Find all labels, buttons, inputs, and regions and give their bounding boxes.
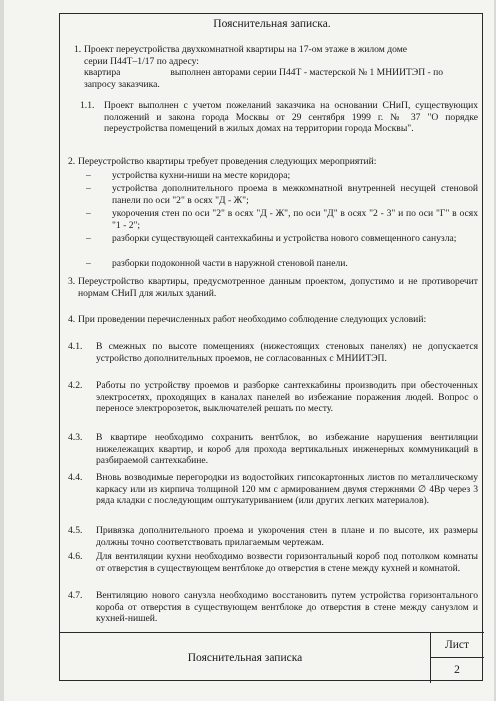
sub-number: 4.3. — [68, 432, 83, 443]
redacted-apartment — [120, 68, 170, 77]
sub-number: 4.6. — [68, 551, 83, 562]
sub-number: 4.7. — [68, 590, 83, 601]
document-body — [60, 14, 484, 632]
sub-number: 4.5. — [68, 525, 83, 536]
redacted-address — [199, 57, 359, 66]
paragraph-4 — [68, 314, 478, 326]
list-item: – разборки подоконной части в наружной стеновой панели. — [86, 258, 348, 269]
sub-4-7: 4.7. Вентиляцию нового санузла необходимо восстановить путем устройства горизонтального короба от отверстия в существующем вентблоке до отверстия в стене между санузлом и кухней-нишей. — [68, 590, 478, 625]
drawing-frame — [59, 13, 483, 681]
list-item: – устройства кухни-ниши на месте коридора; — [86, 170, 291, 181]
paragraph-3 — [68, 276, 478, 299]
paragraph-2 — [68, 156, 478, 168]
sheet-label: Лист — [430, 633, 484, 658]
sub-number: 4.4. — [68, 472, 83, 483]
paragraph-number: 4. — [68, 314, 76, 325]
list-item: – укорочения стен по оси "2" в осях "Д - Ж", по оси "Д" в осях "2 - 3" и по оси "Г" в осях "1 - 2"; — [86, 208, 478, 231]
sheet-number: 2 — [454, 664, 460, 676]
paragraph-1-1 — [80, 100, 478, 135]
paragraph-1-1-text: Проект выполнен с учетом пожеланий заказчика на основании СНиП, существующих положений и закона города Москвы от 29 сентября 1999 г. № 37 "О порядке переустройства помещений в жилых домах на территории города Москвы". — [104, 100, 478, 135]
measures-list — [86, 170, 478, 270]
p1-line-3b: выполнен авторами серии П44Т - мастерской № 1 МНИИТЭП - по — [170, 67, 444, 79]
document-title: Пояснительная записка. — [213, 18, 331, 30]
p1-line-1: Проект переустройства двухкомнатной квартиры на 17-ом этаже в жилом доме — [84, 44, 408, 55]
title-block-name: Пояснительная записка — [60, 633, 431, 683]
p1-line-2: серии П44Т–1/17 по адресу: — [84, 55, 199, 67]
paragraph-3-text: Переустройство квартиры, предусмотренное данным проектом, допустимо и не противоречит нормам СНиП для жилых зданий. — [78, 276, 478, 299]
paragraph-number: 1. — [74, 44, 82, 55]
list-item: – разборки существующей сантехкабины и устройства нового совмещенного санузла; — [86, 233, 457, 244]
p1-line-4: запросу заказчика. — [84, 78, 160, 90]
sub-4-4: 4.4. Вновь возводимые перегородки из водостойких гипсокартонных листов по металлическому каркасу или из кирпича толщиной 120 мм с армированием двумя стержнями ∅ 4Вр через 3 ряда кладки с последующим оштукатуриванием (или других легких материалов). — [68, 472, 478, 507]
paragraph-4-text: При проведении перечисленных работ необходимо соблюдение следующих условий: — [78, 314, 427, 325]
sub-4-5: 4.5. Привязка дополнительного проема и укорочения стен в плане и по высоте, их размеры должны точно соответствовать прилагаемым чертежам. — [68, 525, 478, 548]
sub-4-3: 4.3. В квартире необходимо сохранить вентблок, во избежание нарушения вентиляции нижележащих квартир, и короб для прохода вертикальных инженерных коммуникаций в разбираемой сантехкабине. — [68, 432, 478, 467]
sub-4-1: 4.1. В смежных по высоте помещениях (нижестоящих стеновых панелях) не допускается устройство дополнительных проемов, не согласованных с МНИИТЭП. — [68, 341, 478, 364]
sub-number: 4.1. — [68, 341, 83, 352]
p1-line-3a: квартира — [84, 67, 121, 79]
paragraph-2-text: Переустройство квартиры требует проведения следующих мероприятий: — [78, 156, 377, 167]
sub-4-6: 4.6. Для вентиляции кухни необходимо возвести горизонтальный короб под потолком комнаты от отверстия в существующем вентблоке до отверстия в стене между кухней и комнатой. — [68, 551, 478, 574]
paragraph-number: 1.1. — [80, 100, 95, 111]
paragraph-1 — [74, 44, 478, 90]
list-item: – устройства дополнительного проема в межкомнатной внутренней несущей стеновой панели по оси "2" в осях "Д - Ж"; — [86, 183, 478, 206]
document-page — [4, 0, 494, 701]
sub-number: 4.2. — [68, 380, 83, 391]
paragraph-number: 2. — [68, 156, 76, 167]
title-block — [60, 632, 484, 683]
paragraph-number: 3. — [68, 276, 76, 287]
sub-4-2: 4.2. Работы по устройству проемов и разборке сантехкабины производить при обесточенных электросетях, проходящих в каналах панелей во избежание поражения людей. Вопрос о переносе электророзеток, выключателей решать по месту. — [68, 380, 478, 415]
